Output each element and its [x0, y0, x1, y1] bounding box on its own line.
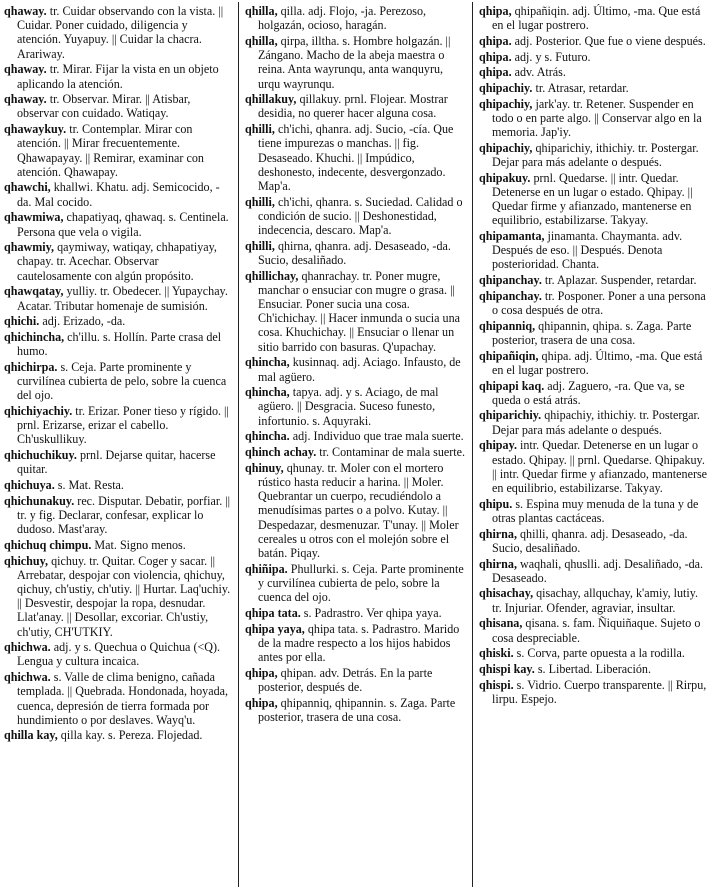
entry-definition: s. Vidrio. Cuerpo transparente. || Rirpu, lirpu. Espejo.: [492, 677, 707, 706]
entry-headword: qhirna,: [479, 526, 517, 541]
entry-headword: qhipa,: [245, 665, 278, 680]
dictionary-entry: [479, 408, 709, 436]
dictionary-entry: [479, 586, 709, 614]
entry-definition: qhiparichiy, ithichiy. tr. Postergar. Dejar para más adelante o después.: [492, 140, 699, 170]
dictionary-entry: [4, 728, 232, 742]
dictionary-entry: [479, 34, 709, 48]
entry-headword: qhilla kay,: [4, 728, 58, 743]
entry-definition: adv. Atrás.: [511, 65, 566, 80]
entry-headword: qhipachiy.: [479, 81, 533, 96]
dictionary-entry: [245, 4, 468, 32]
entry-headword: qhipakuy.: [479, 170, 531, 185]
entry-headword: qhichunakuy.: [4, 493, 75, 508]
entry-definition: adj. y s. Futuro.: [511, 49, 591, 64]
entry-definition: s. Padrastro. Ver qhipa yaya.: [300, 605, 442, 620]
dictionary-entry: [479, 662, 709, 676]
entry-headword: qhillichay,: [245, 268, 299, 283]
entry-headword: qhawmiwa,: [4, 210, 64, 225]
entry-definition: khallwi. Khatu. adj. Semicocido, -da. Mal cocido.: [17, 180, 220, 209]
entry-definition: rec. Disputar. Debatir, porfiar. || tr. y fig. Declarar, confesar, explicar lo dudoso. Mast'aray.: [17, 493, 231, 537]
dictionary-entry: [245, 666, 468, 694]
dictionary-entry: [479, 557, 709, 585]
entry-headword: qhichiyachiy.: [4, 403, 73, 418]
dictionary-entry: [479, 379, 709, 407]
entry-headword: qhichirpa.: [4, 359, 58, 374]
dictionary-entry: [479, 273, 709, 287]
entry-definition: Mat. Signo menos.: [91, 537, 186, 552]
entry-definition: ch'ichi, qhanra. adj. Sucio, -cía. Que tiene impurezas o manchas. || fig. Desaseado. Khuchi. || Impúdico, deshonesto, indecente, desvergonzado. Map'a.: [258, 122, 454, 193]
entry-definition: tr. Cuidar observando con la vista. || Cuidar. Poner cuidado, diligencia y atención. Yuyapuy. || Cuidar la chacra. Arariway.: [17, 4, 224, 61]
entry-headword: qhichuya.: [4, 478, 55, 492]
entry-headword: qhawqatay,: [4, 284, 64, 299]
entry-definition: qirpa, illtha. s. Hombre holgazán. || Zángano. Macho de la abeja maestra o reina. Anta wayrunqu, anta wanquyru, urqu wayrunqu.: [258, 33, 451, 91]
entry-headword: qhichwa.: [4, 670, 51, 685]
entry-definition: s. Libertad. Liberación.: [534, 661, 652, 676]
dictionary-entry: [245, 355, 468, 383]
dictionary-entry: [245, 34, 468, 91]
dictionary-column-2: [245, 4, 468, 725]
dictionary-entry: [245, 239, 468, 267]
entry-headword: qhisachay,: [479, 586, 534, 601]
entry-headword: qhilla,: [245, 33, 278, 48]
entry-definition: tapya. adj. y s. Aciago, de mal agüero. || Desgracia. Suceso funesto, infortunio. s. Aquyraki.: [258, 385, 439, 428]
entry-definition: tr. Aplazar. Suspender, retardar.: [541, 273, 697, 288]
entry-headword: qhawmiy,: [4, 240, 55, 255]
dictionary-entry: [4, 670, 232, 727]
dictionary-entry: [4, 284, 232, 312]
entry-headword: qhillakuy,: [245, 92, 297, 107]
entry-definition: prnl. Quedarse. || intr. Quedar. Detenerse en un lugar o estado. Qhipay. || Quedar firme y afianzado, mantenerse en equilibrio, estabilizarse. Takyay.: [492, 170, 693, 228]
dictionary-entry: [245, 429, 468, 443]
entry-headword: qhipachiy,: [479, 140, 533, 155]
entry-definition: qhipa tata. s. Padrastro. Marido de la madre respecto a los hijos habidos antes por ella.: [258, 621, 460, 664]
entry-definition: qhipa. adj. Último, -ma. Que está en el lugar postrero.: [492, 348, 703, 377]
entry-definition: qisachay, allquchay, k'amiy, lutiy. tr. Injuriar. Ofender, agraviar, insultar.: [492, 586, 699, 615]
entry-headword: qhinuy,: [245, 460, 284, 475]
entry-definition: tr. Posponer. Poner a una persona o cosa después de otra.: [492, 288, 706, 318]
column-divider: [238, 2, 239, 887]
entry-definition: tr. Atrasar, retardar.: [532, 81, 629, 96]
entry-headword: qhilli,: [245, 122, 275, 137]
dictionary-entry: [4, 240, 232, 283]
entry-headword: qhipay.: [479, 438, 517, 453]
dictionary-entry: [4, 478, 232, 492]
entry-headword: qhichuchikuy.: [4, 448, 77, 463]
entry-headword: qhispi kay.: [479, 661, 535, 676]
dictionary-entry: [245, 622, 468, 665]
entry-headword: qhilli,: [245, 238, 275, 253]
dictionary-entry: [479, 81, 709, 95]
entry-headword: qhiski.: [479, 646, 514, 661]
entry-definition: adj. Posterior. Que fue o viene después.: [511, 33, 706, 48]
entry-headword: qhilli,: [245, 194, 275, 209]
entry-headword: qhipanchay.: [479, 288, 542, 303]
dictionary-entry: [4, 92, 232, 120]
entry-definition: intr. Quedar. Detenerse en un lugar o estado. Qhipay. || prnl. Quedarse. Qhipakuy. || intr. Quedar firme y afianzado, mantenerse en equilibrio, estabilizarse. Takyay.: [492, 438, 708, 495]
entry-definition: qhipanniq, qhipannin. s. Zaga. Parte posterior, trasera de una cosa.: [258, 695, 456, 724]
dictionary-entry: [245, 445, 468, 459]
dictionary-entry: [479, 616, 709, 644]
entry-headword: qhipanniq,: [479, 318, 536, 333]
entry-definition: tr. Contemplar. Mirar con atención. || Mirar frecuentemente. Qhawapayay. || Remirar, examinar con atención. Qhawapay.: [17, 122, 204, 179]
entry-headword: qhipanchay.: [479, 273, 542, 288]
dictionary-entry: [479, 50, 709, 64]
dictionary-entry: [245, 92, 468, 120]
entry-definition: s. Espina muy menuda de la tuna y de otras plantas cactáceas.: [492, 496, 699, 525]
entry-headword: qhiparichiy.: [479, 408, 542, 423]
entry-headword: qhirna,: [479, 556, 517, 571]
entry-definition: Phullurki. s. Ceja. Parte prominente y curvilínea cubierta de pelo, sobre la cuenca del ojo.: [258, 561, 464, 605]
entry-headword: qhaway.: [4, 92, 47, 107]
dictionary-entry: [4, 180, 232, 208]
dictionary-entry: [245, 269, 468, 354]
entry-definition: qhipannin, qhipa. s. Zaga. Parte posterior, trasera de una cosa.: [492, 318, 692, 347]
dictionary-column-1: [4, 4, 232, 744]
entry-definition: qhilli, qhanra. adj. Desaseado, -da. Sucio, desaliñado.: [492, 526, 688, 555]
entry-definition: qhirna, qhanra. adj. Desaseado, -da. Sucio, desaliñado.: [258, 238, 451, 267]
dictionary-entry: [4, 62, 232, 90]
entry-definition: tr. Observar. Mirar. || Atisbar, observar con cuidado. Watiqay.: [17, 92, 191, 121]
entry-definition: qaymiway, watiqay, chhapatiyay, chapay. tr. Acechar. Observar cautelosamente con algún propósito.: [17, 240, 217, 283]
entry-definition: qhipan. adv. Detrás. En la parte posterior, después de.: [258, 665, 433, 694]
entry-definition: ch'illu. s. Hollín. Parte crasa del humo.: [17, 329, 222, 359]
entry-headword: qhichuy,: [4, 553, 49, 568]
dictionary-entry: [4, 314, 232, 328]
dictionary-entry: [479, 229, 709, 272]
dictionary-entry: [245, 122, 468, 193]
entry-headword: qhaway.: [4, 62, 47, 77]
entry-definition: tr. Contaminar de mala suerte.: [316, 445, 466, 460]
entry-headword: qhispi.: [479, 677, 514, 692]
entry-definition: tr. Erizar. Poner tieso y rígido. || prnl. Erizarse, erizar el cabello. Ch'uskullikuy.: [17, 403, 229, 447]
dictionary-entry: [245, 696, 468, 724]
dictionary-entry: [4, 404, 232, 447]
entry-headword: qhipa.: [479, 65, 512, 80]
dictionary-entry: [4, 210, 232, 238]
entry-headword: qhincha,: [245, 355, 290, 370]
entry-definition: qhipañiqin. adj. Último, -ma. Que está en el lugar postrero.: [492, 4, 701, 33]
dictionary-entry: [479, 678, 709, 706]
dictionary-entry: [245, 562, 468, 605]
entry-headword: qhiñipa.: [245, 561, 288, 576]
dictionary-entry: [245, 606, 468, 620]
entry-definition: yulliy. tr. Obedecer. || Yupaychay. Acatar. Tributar homenaje de sumisión.: [17, 284, 228, 313]
dictionary-entry: [4, 4, 232, 61]
dictionary-entry: [245, 195, 468, 238]
dictionary-column-3: [479, 4, 709, 708]
entry-definition: qisana. s. fam. Ñiquiñaque. Sujeto o cosa despreciable.: [492, 616, 701, 645]
entry-definition: tr. Mirar. Fijar la vista en un objeto aplicando la atención.: [17, 62, 219, 91]
entry-definition: qilla kay. s. Pereza. Flojedad.: [57, 728, 203, 743]
entry-headword: qhipamanta,: [479, 229, 545, 244]
entry-definition: jinamanta. Chaymanta. adv. Después de eso. || Después. Denota posterioridad. Chanta.: [492, 229, 683, 272]
entry-definition: qilla. adj. Flojo, -ja. Perezoso, holgazán, ocioso, haragán.: [258, 4, 427, 33]
entry-definition: jark'ay. tr. Retener. Suspender en todo o en parte algo. || Conservar algo en la memoria. Jap'iy.: [492, 96, 702, 140]
entry-headword: qhipachiy,: [479, 96, 533, 111]
entry-headword: qhipa yaya,: [245, 621, 305, 636]
entry-headword: qhipa tata.: [245, 605, 301, 620]
entry-headword: qhipapi kaq.: [479, 378, 545, 393]
entry-definition: qhunay. tr. Moler con el mortero rústico hasta reducir a harina. || Moler. Quebrantar un cuerpo, recudiéndolo a menudísimas partes o a polvo. Kutay. || Despedazar, desmenuzar. T'unay. || Moler cereales u otros con el molejón sobre el batán. Piqay.: [258, 460, 459, 561]
entry-definition: adj. y s. Quechua o Quichua (<Q). Lengua y cultura incaica.: [17, 640, 221, 669]
entry-definition: s. Ceja. Parte prominente y curvilínea cubierta de pelo, sobre la cuenca del ojo.: [17, 359, 227, 403]
entry-definition: kusinnaq. adj. Aciago. Infausto, de mal agüero.: [258, 355, 461, 384]
entry-headword: qhaway.: [4, 4, 47, 18]
dictionary-entry: [245, 385, 468, 428]
entry-definition: adj. Individuo que trae mala suerte.: [289, 429, 464, 444]
entry-definition: prnl. Dejarse quitar, hacerse quitar.: [17, 448, 216, 477]
entry-headword: qhipa.: [479, 33, 512, 48]
entry-definition: waqhali, qhuslli. adj. Desaliñado, -da. Desaseado.: [492, 556, 704, 585]
dictionary-entry: [4, 448, 232, 476]
entry-headword: qhipañiqin,: [479, 348, 539, 363]
entry-definition: s. Corva, parte opuesta a la rodilla.: [513, 646, 685, 661]
entry-definition: qhipachiy, ithichiy. tr. Postergar. Dejar para más adelante o después.: [492, 408, 700, 437]
entry-definition: qhanrachay. tr. Poner mugre, manchar o ensuciar con mugre o grasa. || Ensuciar. Poner sucia una cosa. Ch'ichichay. || Hacer inmunda o sucia una cosa. Khuchichay. || Ensuciar o llenar un sitio barrido con basuras. Q'upachay.: [258, 268, 461, 354]
entry-headword: qhilla,: [245, 4, 278, 18]
dictionary-entry: [4, 360, 232, 403]
dictionary-entry: [479, 438, 709, 495]
entry-headword: qhichincha,: [4, 329, 65, 344]
entry-headword: qhisana,: [479, 616, 523, 631]
entry-headword: qhipu.: [479, 496, 513, 511]
entry-headword: qhichi.: [4, 314, 40, 329]
dictionary-entry: [479, 527, 709, 555]
entry-headword: qhawaykuy.: [4, 122, 67, 137]
entry-definition: chapatiyaq, qhawaq. s. Centinela. Persona que vela o vigila.: [17, 210, 229, 239]
column-divider: [472, 2, 473, 887]
entry-headword: qhichuq chimpu.: [4, 537, 92, 552]
entry-headword: qhichwa.: [4, 640, 51, 655]
dictionary-entry: [479, 646, 709, 660]
dictionary-entry: [245, 461, 468, 560]
entry-headword: qhawchi,: [4, 180, 51, 195]
dictionary-entry: [4, 538, 232, 552]
dictionary-entry: [479, 65, 709, 79]
dictionary-entry: [479, 289, 709, 317]
dictionary-entry: [479, 97, 709, 140]
dictionary-entry: [4, 122, 232, 179]
entry-definition: s. Mat. Resta.: [54, 478, 124, 492]
entry-definition: adj. Zaguero, -ra. Que va, se queda o está atrás.: [492, 378, 685, 407]
entry-headword: qhipa.: [479, 49, 512, 64]
dictionary-entry: [479, 497, 709, 525]
dictionary-entry: [4, 640, 232, 668]
entry-definition: adj. Erizado, -da.: [39, 314, 126, 329]
entry-headword: qhinch achay.: [245, 445, 317, 460]
dictionary-entry: [479, 171, 709, 228]
dictionary-entry: [479, 319, 709, 347]
entry-definition: s. Valle de clima benigno, cañada templada. || Quebrada. Hondonada, hoyada, cuenca, depresión de tierra formada por hundimiento o por deslaves. Wayq'u.: [17, 670, 229, 727]
dictionary-entry: [479, 4, 709, 32]
dictionary-entry: [4, 554, 232, 639]
entry-headword: qhincha,: [245, 385, 290, 400]
dictionary-entry: [479, 349, 709, 377]
entry-headword: qhincha.: [245, 429, 290, 444]
dictionary-entry: [4, 494, 232, 537]
dictionary-entry: [479, 141, 709, 169]
entry-definition: qichuy. tr. Quitar. Coger y sacar. || Arrebatar, despojar con violencia, qhichuy, qichuy, ch'ustiy, ch'utiy. || Hurtar. Laq'uchiy. || Desvestir, despojar la ropa, desnudar. Llat'anay. || Desollar, excoriar. Ch'ustiy, ch'utiy, CH'UTKIY.: [17, 553, 231, 639]
entry-definition: qillakuy. prnl. Flojear. Mostrar desidia, no querer hacer alguna cosa.: [258, 92, 448, 121]
dictionary-entry: [4, 330, 232, 358]
entry-headword: qhipa,: [245, 695, 278, 710]
entry-definition: ch'ichi, qhanra. s. Suciedad. Calidad o condición de sucio. || Deshonestidad, indecencia, descaro. Map'a.: [258, 194, 463, 238]
entry-headword: qhipa,: [479, 4, 512, 18]
